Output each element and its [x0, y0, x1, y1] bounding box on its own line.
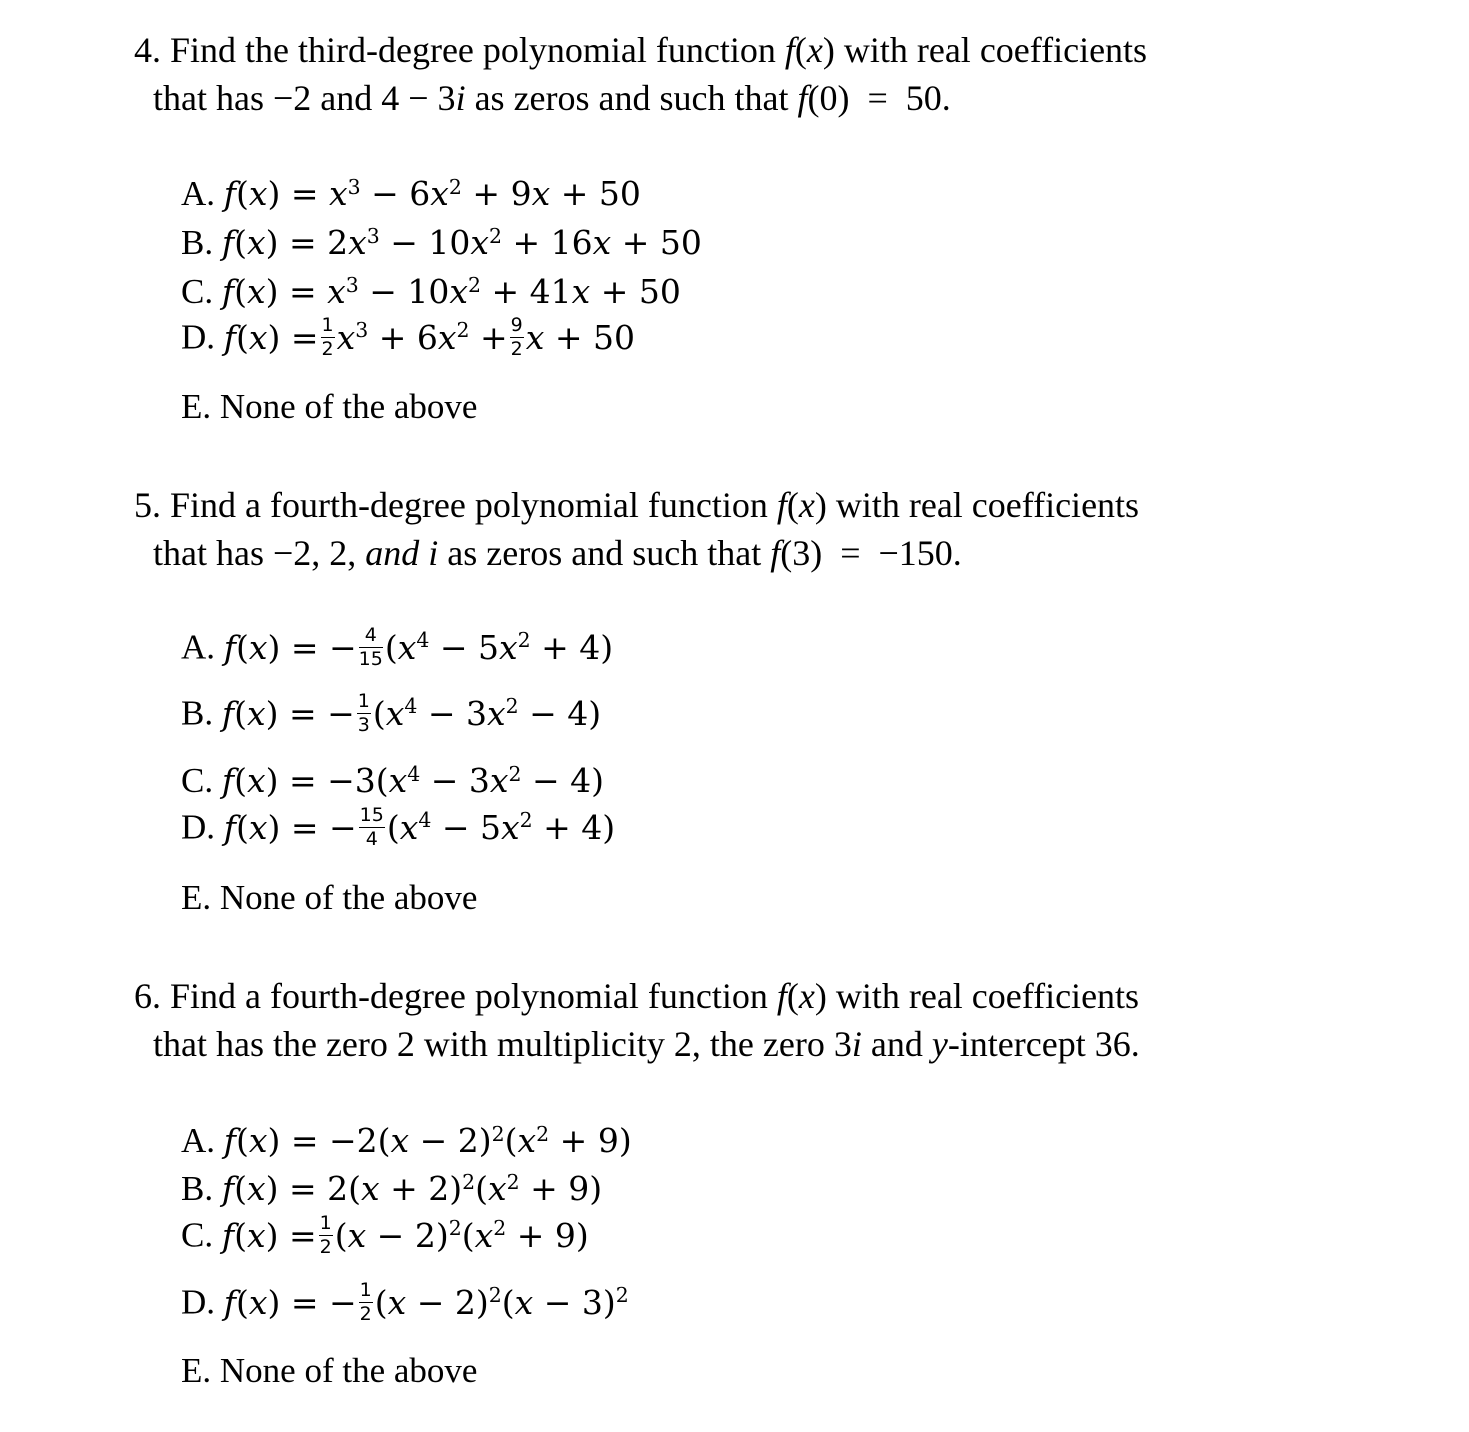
option-letter: D.	[181, 1282, 216, 1322]
fraction: $\frac{9}{2}$	[510, 314, 523, 360]
option-letter: D.	[181, 807, 216, 847]
option-text: None of the above	[219, 387, 478, 426]
option-expression: $f(x) = x^3 - 10x^2 + 41x + 50$	[221, 272, 681, 311]
option-letter: D.	[181, 317, 216, 357]
option-text: None of the above	[219, 878, 478, 917]
fraction: $\frac{1}{2}$	[321, 314, 334, 360]
option-letter: C.	[181, 272, 214, 311]
question-5-option-b[interactable]	[181, 690, 602, 737]
question-5-stem-line-1: 5. Find a fourth-degree polynomial function f(x) with real coefficients	[134, 485, 1140, 525]
option-letter: E.	[181, 878, 212, 917]
question-6-option-e[interactable]	[181, 1353, 477, 1388]
option-expression: f(x) = − $\frac{1}{3}$ $(x^4 - 3x^2 - 4)$	[221, 690, 602, 736]
option-letter: A.	[181, 174, 216, 213]
question-4-stem-line-2: that has −2 and 4 − 3i as zeros and such that f(0) = 50.	[153, 78, 951, 118]
option-expression: f(x) = $\frac{1}{2}$ $x^3 + 6x^2$ + $\frac{9}{2}$ x + 50	[223, 314, 636, 360]
fraction: $\frac{15}{4}$	[359, 804, 384, 850]
option-letter: C.	[181, 761, 214, 800]
option-expression: f(x) = $\frac{1}{2}$ $(x - 2)^2(x^2 + 9)$	[221, 1212, 589, 1258]
question-6-option-d[interactable]	[181, 1279, 629, 1326]
question-4-stem-line-1: 4. Find the third-degree polynomial function f(x) with real coefficients	[134, 30, 1148, 70]
option-expression: $f(x) = -2(x - 2)^2(x^2 + 9)$	[223, 1121, 632, 1160]
option-text: None of the above	[219, 1351, 478, 1390]
question-4-option-e[interactable]	[181, 389, 477, 424]
option-letter: B.	[181, 693, 214, 733]
option-letter: C.	[181, 1215, 214, 1255]
option-letter: A.	[181, 627, 216, 667]
fraction: $\frac{1}{2}$	[359, 1279, 372, 1325]
option-letter: E.	[181, 1351, 212, 1390]
fraction: $\frac{1}{3}$	[357, 690, 370, 736]
option-expression: f(x) = − $\frac{1}{2}$ $(x - 2)^2(x - 3)^2$	[223, 1279, 629, 1325]
fraction: $\frac{4}{15}$	[358, 624, 383, 670]
option-expression: f(x) = − $\frac{15}{4}$ $(x^4 - 5x^2 + 4)$	[223, 804, 616, 850]
option-expression: $f(x) = 2x^3 - 10x^2 + 16x + 50$	[221, 223, 702, 262]
question-6-option-a[interactable]	[181, 1123, 632, 1158]
question-5-option-a[interactable]	[181, 624, 614, 671]
question-4-option-a[interactable]	[181, 176, 641, 211]
question-6-stem-line-1: 6. Find a fourth-degree polynomial function f(x) with real coefficients	[134, 976, 1140, 1016]
option-expression: $f(x) = 2(x + 2)^2(x^2 + 9)$	[221, 1169, 603, 1208]
question-5-option-e[interactable]	[181, 880, 477, 915]
fraction: $\frac{1}{2}$	[319, 1212, 332, 1258]
option-expression: $f(x) = x^3 - 6x^2 + 9x + 50$	[223, 174, 641, 213]
question-5-option-d[interactable]	[181, 804, 616, 851]
option-letter: A.	[181, 1121, 216, 1160]
question-4-option-b[interactable]	[181, 225, 702, 260]
question-6-option-c[interactable]	[181, 1212, 589, 1259]
option-letter: B.	[181, 223, 214, 262]
option-letter: E.	[181, 387, 212, 426]
question-6-option-b[interactable]	[181, 1171, 602, 1206]
question-4-option-d[interactable]	[181, 314, 636, 361]
option-expression: f(x) = − $\frac{4}{15}$ $(x^4 - 5x^2 + 4)$	[223, 624, 614, 670]
question-5-stem-line-2: that has −2, 2, and i as zeros and such that f(3) = −150.	[153, 533, 962, 573]
question-6-stem-line-2: that has the zero 2 with multiplicity 2, the zero 3i and y-intercept 36.	[153, 1024, 1140, 1064]
option-expression: $f(x) = -3(x^4 - 3x^2 - 4)$	[221, 761, 605, 800]
question-5-option-c[interactable]	[181, 763, 604, 798]
question-4-option-c[interactable]	[181, 274, 681, 309]
option-letter: B.	[181, 1169, 214, 1208]
